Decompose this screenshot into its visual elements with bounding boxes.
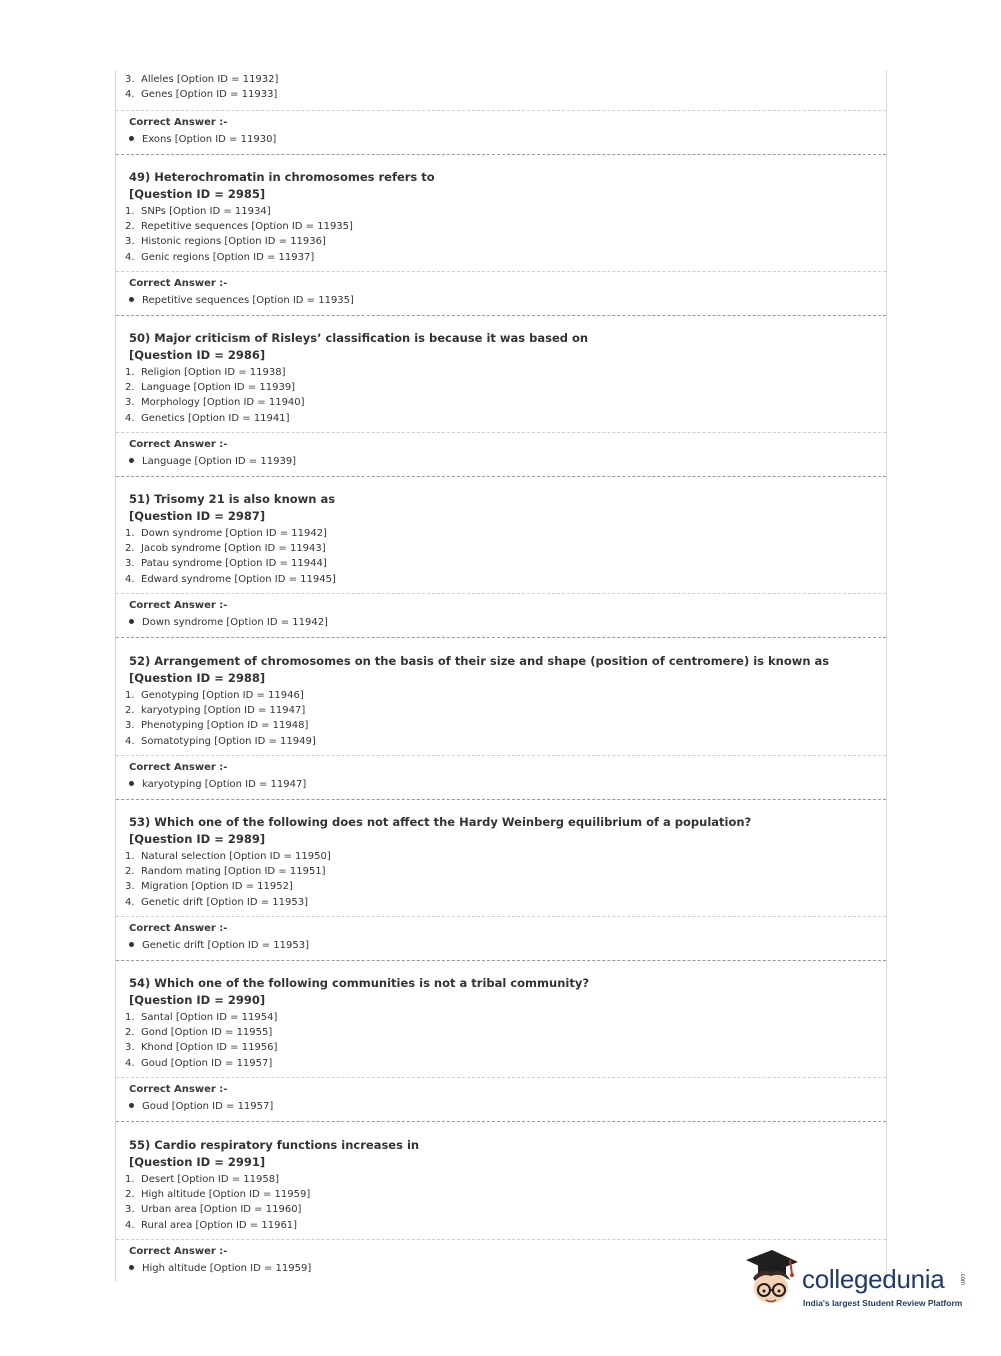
option-list xyxy=(116,1172,310,1233)
bullet-icon xyxy=(129,1103,134,1108)
separator xyxy=(116,110,886,111)
question-title: 49) Heterochromatin in chromosomes refers to xyxy=(129,170,435,184)
bullet-icon xyxy=(129,297,134,302)
correct-answer-value: Goud [Option ID = 11957] xyxy=(129,1101,273,1112)
correct-answer-label: Correct Answer :- xyxy=(129,923,228,934)
separator xyxy=(116,271,886,272)
separator xyxy=(116,593,886,594)
correct-answer-value: Exons [Option ID = 11930] xyxy=(129,134,276,145)
question-id: [Question ID = 2985] xyxy=(129,187,266,201)
separator xyxy=(116,1239,886,1240)
correct-answer-label: Correct Answer :- xyxy=(129,1084,228,1095)
option-list xyxy=(116,688,316,749)
bullet-icon xyxy=(129,781,134,786)
question-title: 55) Cardio respiratory functions increases in xyxy=(129,1138,420,1152)
question-id: [Question ID = 2989] xyxy=(129,832,266,846)
question-separator xyxy=(116,1121,886,1122)
option-item: 1. Genotyping [Option ID = 11946] xyxy=(125,690,304,701)
option-item: 4. Genetics [Option ID = 11941] xyxy=(125,412,290,424)
correct-answer-label: Correct Answer :- xyxy=(129,278,228,289)
option-item: 3. Urban area [Option ID = 11960] xyxy=(125,1204,302,1216)
question-title: 54) Which one of the following communities is not a tribal community? xyxy=(129,976,589,990)
option-list xyxy=(116,526,336,587)
option-item: 4. Somatotyping [Option ID = 11949] xyxy=(125,735,316,747)
option-item: 4. Genic regions [Option ID = 11937] xyxy=(125,251,315,263)
option-list xyxy=(116,1010,277,1071)
bullet-icon xyxy=(129,458,134,463)
correct-answer-label: Correct Answer :- xyxy=(129,1246,228,1257)
correct-answer-value: Genetic drift [Option ID = 11953] xyxy=(129,940,309,951)
option-item: 2. High altitude [Option ID = 11959] xyxy=(125,1189,311,1201)
option-item: 1. Desert [Option ID = 11958] xyxy=(125,1174,279,1185)
option-item: 3. Morphology [Option ID = 11940] xyxy=(125,397,305,409)
option-item: 3. Khond [Option ID = 11956] xyxy=(125,1042,278,1054)
mascot-icon xyxy=(740,1248,802,1312)
bullet-icon xyxy=(129,619,134,624)
option-item: 2. Repetitive sequences [Option ID = 11935] xyxy=(125,221,353,233)
correct-answer-value: Down syndrome [Option ID = 11942] xyxy=(129,617,328,628)
correct-answer-label: Correct Answer :- xyxy=(129,117,228,128)
separator xyxy=(116,755,886,756)
question-separator xyxy=(116,960,886,961)
option-item: 1. SNPs [Option ID = 11934] xyxy=(125,206,271,217)
option-list xyxy=(116,849,331,910)
question-id: [Question ID = 2990] xyxy=(129,993,266,1007)
correct-answer-value: Repetitive sequences [Option ID = 11935] xyxy=(129,295,354,306)
question-separator xyxy=(116,799,886,800)
option-item: 4. Rural area [Option ID = 11961] xyxy=(125,1219,298,1231)
question-id: [Question ID = 2987] xyxy=(129,509,266,523)
option-item: 3. Patau syndrome [Option ID = 11944] xyxy=(125,558,327,570)
option-item: 1. Down syndrome [Option ID = 11942] xyxy=(125,528,327,539)
correct-answer-value: Language [Option ID = 11939] xyxy=(129,456,296,467)
option-item: 3. Phenotyping [Option ID = 11948] xyxy=(125,720,309,732)
bullet-icon xyxy=(129,136,134,141)
option-item: 2. Gond [Option ID = 11955] xyxy=(125,1027,273,1039)
question-separator xyxy=(116,637,886,638)
question-separator xyxy=(116,315,886,316)
partial-question-options xyxy=(116,72,886,102)
question-separator xyxy=(116,154,886,155)
logo-domain-suffix: .com xyxy=(959,1272,965,1286)
logo-brand-text: collegedunia xyxy=(802,1264,945,1294)
option-item: 3. Alleles [Option ID = 11932] xyxy=(125,74,279,85)
option-list xyxy=(116,204,353,265)
option-item: 1. Religion [Option ID = 11938] xyxy=(125,367,286,378)
question-id: [Question ID = 2991] xyxy=(129,1155,266,1169)
separator xyxy=(116,432,886,433)
correct-answer-label: Correct Answer :- xyxy=(129,762,228,773)
question-separator xyxy=(116,476,886,477)
option-item: 4. Genetic drift [Option ID = 11953] xyxy=(125,896,309,908)
correct-answer-value: High altitude [Option ID = 11959] xyxy=(129,1263,311,1274)
option-item: 1. Santal [Option ID = 11954] xyxy=(125,1012,278,1023)
bullet-icon xyxy=(129,1265,134,1270)
option-item: 4. Genes [Option ID = 11933] xyxy=(125,89,278,101)
option-item: 2. Random mating [Option ID = 11951] xyxy=(125,866,326,878)
logo-tagline: India's largest Student Review Platform xyxy=(803,1298,963,1308)
option-item: 2. Language [Option ID = 11939] xyxy=(125,382,296,394)
collegedunia-logo[interactable] xyxy=(740,1248,970,1320)
option-item: 3. Migration [Option ID = 11952] xyxy=(125,881,293,893)
question-id: [Question ID = 2986] xyxy=(129,348,266,362)
option-item: 2. karyotyping [Option ID = 11947] xyxy=(125,705,306,717)
option-item: 4. Goud [Option ID = 11957] xyxy=(125,1057,273,1069)
correct-answer-label: Correct Answer :- xyxy=(129,439,228,450)
question-title: 50) Major criticism of Risleys’ classification is because it was based on xyxy=(129,331,589,345)
question-title: 52) Arrangement of chromosomes on the basis of their size and shape (position of centromere) is known as xyxy=(129,654,830,668)
question-paper-frame xyxy=(115,70,887,1282)
correct-answer-value: karyotyping [Option ID = 11947] xyxy=(129,779,306,790)
separator xyxy=(116,1077,886,1078)
option-list xyxy=(116,365,305,426)
option-item: 1. Natural selection [Option ID = 11950] xyxy=(125,851,331,862)
option-item: 4. Edward syndrome [Option ID = 11945] xyxy=(125,573,336,585)
bullet-icon xyxy=(129,942,134,947)
correct-answer-label: Correct Answer :- xyxy=(129,600,228,611)
option-item: 3. Histonic regions [Option ID = 11936] xyxy=(125,236,326,248)
question-title: 51) Trisomy 21 is also known as xyxy=(129,492,336,506)
question-title: 53) Which one of the following does not affect the Hardy Weinberg equilibrium of a population? xyxy=(129,815,752,829)
question-id: [Question ID = 2988] xyxy=(129,671,266,685)
separator xyxy=(116,916,886,917)
option-item: 2. Jacob syndrome [Option ID = 11943] xyxy=(125,543,326,555)
